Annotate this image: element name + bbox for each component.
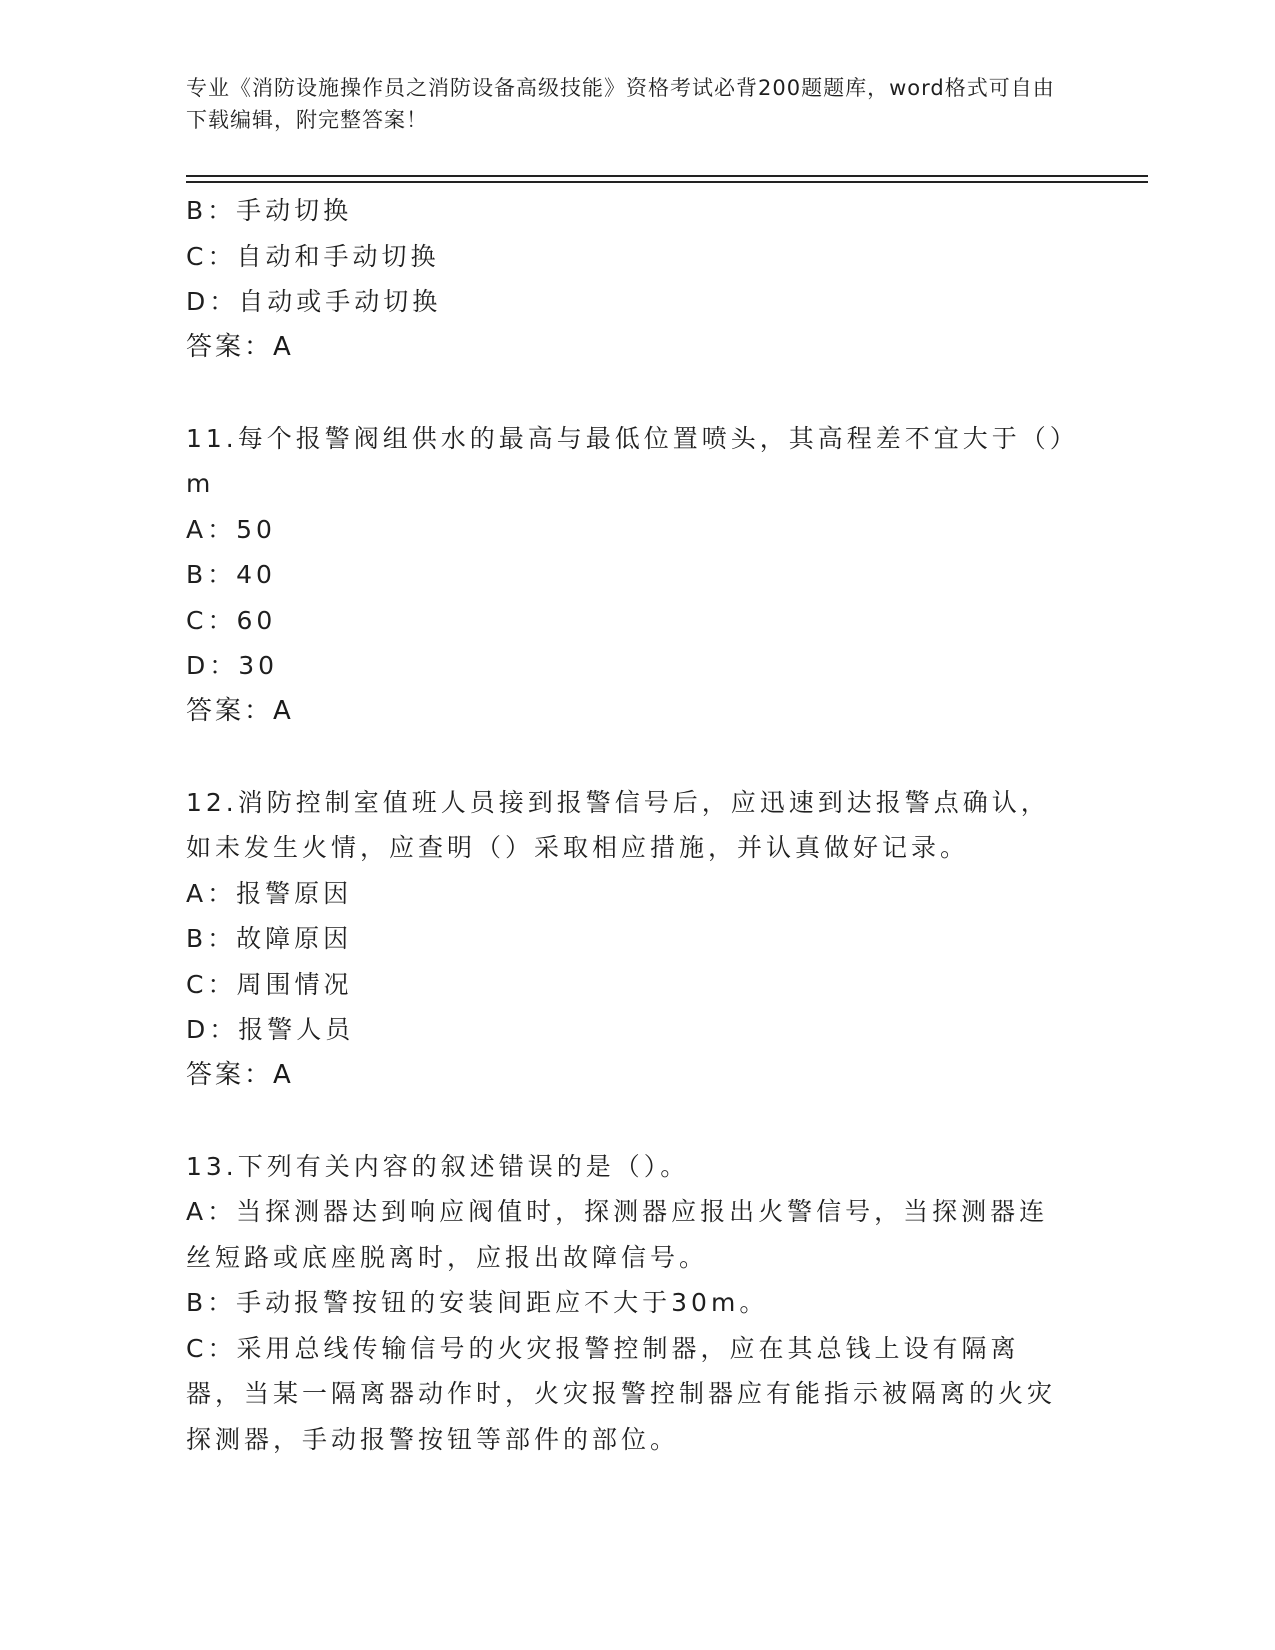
option-c: C：60 bbox=[186, 605, 277, 635]
spacer bbox=[186, 370, 1086, 416]
question-12 bbox=[186, 780, 1086, 1099]
header-divider-bottom bbox=[186, 181, 1148, 183]
option-b: B：40 bbox=[186, 560, 276, 589]
question-11 bbox=[186, 416, 1086, 735]
answer: 答案：A bbox=[186, 1059, 294, 1090]
option-d: D：30 bbox=[186, 651, 279, 680]
option-c: C：周围情况 bbox=[186, 969, 353, 999]
option-a: A：报警原因 bbox=[186, 878, 353, 908]
question-stem-continued: m bbox=[186, 469, 215, 498]
question-stem: 13.下列有关内容的叙述错误的是（）。 bbox=[186, 1151, 690, 1181]
prev-question-block bbox=[186, 188, 1086, 370]
option-a: A：当探测器达到响应阀值时，探测器应报出火警信号，当探测器连丝短路或底座脱离时，应报出故障信号。 bbox=[186, 1197, 1049, 1272]
option-b: B：手动切换 bbox=[186, 196, 353, 225]
answer: 答案：A bbox=[186, 695, 294, 726]
page-header: 专业《消防设施操作员之消防设备高级技能》资格考试必背200题题库，word格式可自由下载编辑，附完整答案！ bbox=[186, 76, 1055, 132]
option-a: A：50 bbox=[186, 514, 276, 544]
question-13 bbox=[186, 1144, 1086, 1463]
spacer bbox=[186, 734, 1086, 780]
question-stem: 12.消防控制室值班人员接到报警信号后，应迅速到达报警点确认，如未发生火情，应查明（）采取相应措施，并认真做好记录。 bbox=[186, 787, 1050, 862]
option-d: D：报警人员 bbox=[186, 1015, 355, 1044]
option-d: D：自动或手动切换 bbox=[186, 287, 442, 316]
option-b: B：手动报警按钮的安装间距应不大于30m。 bbox=[186, 1288, 769, 1317]
option-c: C：采用总线传输信号的火灾报警控制器，应在其总钱上设有隔离器，当某一隔离器动作时，火灾报警控制器应有能指示被隔离的火灾探测器，手动报警按钮等部件的部位。 bbox=[186, 1333, 1057, 1454]
spacer bbox=[186, 1098, 1086, 1144]
question-content bbox=[186, 188, 1086, 1462]
question-stem: 11.每个报警阀组供水的最高与最低位置喷头，其高程差不宜大于（） bbox=[186, 423, 1079, 453]
option-b: B：故障原因 bbox=[186, 924, 353, 953]
header-divider-top bbox=[186, 175, 1148, 177]
option-c: C：自动和手动切换 bbox=[186, 241, 440, 271]
answer: 答案：A bbox=[186, 331, 294, 362]
